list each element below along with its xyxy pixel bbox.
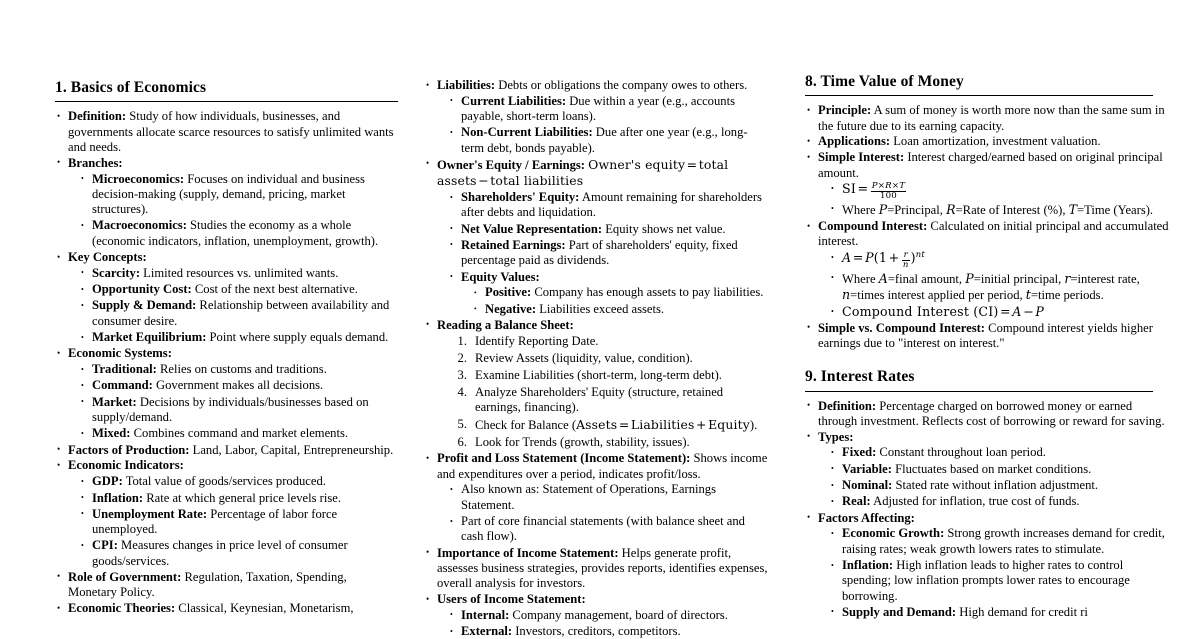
sublist-users-income-statement bbox=[437, 608, 770, 639]
item-lead: Non-Current Liabilities: bbox=[461, 125, 593, 140]
item-lead: Net Value Representation: bbox=[461, 221, 603, 236]
item-text: Stated rate without inflation adjustment. bbox=[892, 478, 1099, 493]
item-lead: Types: bbox=[818, 429, 854, 444]
item-lead: Current Liabilities: bbox=[461, 93, 567, 108]
list-item bbox=[805, 511, 1171, 621]
list-item bbox=[829, 202, 1171, 218]
list-item bbox=[472, 302, 770, 317]
item-lead: Economic Growth: bbox=[842, 526, 945, 541]
list-item bbox=[448, 482, 770, 513]
sublist-profit-loss bbox=[437, 482, 770, 544]
list-item: Identify Reporting Date. bbox=[475, 334, 599, 349]
item-lead: Definition: bbox=[818, 398, 877, 413]
list-item bbox=[829, 558, 1171, 604]
sublist-economic-systems bbox=[68, 362, 396, 441]
sublist-interest-rate-types bbox=[818, 445, 1171, 509]
list-item bbox=[448, 190, 770, 221]
list-item bbox=[424, 451, 770, 544]
item-lead: Role of Government: bbox=[68, 569, 182, 584]
sublist-equity-values bbox=[461, 285, 770, 317]
sublist-key-concepts bbox=[68, 266, 396, 345]
item-lead: Shareholders' Equity: bbox=[461, 190, 580, 205]
item-lead: Factors of Production: bbox=[68, 442, 190, 457]
list-section-8 bbox=[805, 103, 1171, 351]
list-item bbox=[829, 304, 1171, 319]
symbol-desc: =Time (Years). bbox=[1077, 202, 1154, 217]
item-lead: Positive: bbox=[485, 285, 532, 300]
fraction-denominator: 100 bbox=[871, 191, 906, 201]
item-text: Part of core financial statements (with balance sheet and cash flow). bbox=[461, 514, 745, 544]
item-text: Percentage charged on borrowed money or earned through investment. Reflects cost of borrowing or reward for saving. bbox=[818, 398, 1165, 428]
list-item bbox=[805, 103, 1171, 134]
list-item bbox=[79, 378, 396, 393]
list-item bbox=[55, 458, 396, 569]
list-item: Look for Trends (growth, stability, issues). bbox=[475, 434, 690, 449]
item-text: Studies the economy as a whole (economic indicators, inflation, unemployment, growth). bbox=[92, 218, 379, 248]
item-lead: Economic Indicators: bbox=[68, 458, 184, 473]
item-lead: Internal: bbox=[461, 607, 510, 622]
list-item bbox=[805, 150, 1171, 218]
compound-interest-ci-formula bbox=[842, 304, 1171, 319]
item-text: Focuses on individual and business decision-making (supply, demand, pricing, market structures). bbox=[92, 171, 365, 217]
list-item bbox=[79, 266, 396, 281]
symbol-desc: =Rate of Interest (%), bbox=[955, 202, 1069, 217]
list-item bbox=[829, 605, 1171, 620]
list-item bbox=[829, 526, 1171, 557]
list-item bbox=[829, 478, 1171, 493]
item-text: Due after one year (e.g., long-term debt, bonds payable). bbox=[461, 125, 748, 155]
item-lead: Negative: bbox=[485, 301, 537, 316]
formula-equals: = bbox=[857, 181, 869, 197]
item-lead: Factors Affecting: bbox=[818, 510, 915, 525]
item-text: Equity shows net value. bbox=[602, 221, 726, 236]
list-item bbox=[805, 134, 1171, 149]
item-lead: CPI: bbox=[92, 538, 118, 553]
item-text: Government makes all decisions. bbox=[152, 378, 324, 393]
symbol-t: t bbox=[1025, 287, 1031, 303]
item-lead: Economic Systems: bbox=[68, 346, 172, 361]
list-item bbox=[829, 462, 1171, 477]
item-text: Calculated on initial principal and accumulated interest. bbox=[818, 219, 1169, 249]
item-lead: Liabilities: bbox=[437, 78, 496, 92]
list-item bbox=[79, 507, 396, 538]
list-item bbox=[805, 321, 1171, 352]
item-text: Liabilities exceed assets. bbox=[536, 301, 665, 316]
list-item bbox=[448, 125, 770, 156]
list-item bbox=[805, 219, 1171, 319]
list-item bbox=[424, 318, 770, 450]
item-text: Helps generate profit, assesses business strategies, provides reports, identifies expenses, overall analysis for investors. bbox=[437, 545, 768, 591]
formula-minus: − bbox=[1023, 304, 1034, 320]
symbol-A: A bbox=[878, 270, 888, 286]
item-text: High inflation leads to higher rates to control spending; low inflation prompts lower rates to encourage borrowing. bbox=[842, 558, 1130, 603]
item-text: Shows income and expenditures over a period, indicates profit/loss. bbox=[437, 451, 768, 481]
item-text: Fluctuates based on market conditions. bbox=[891, 461, 1092, 476]
item-lead: Command: bbox=[92, 378, 153, 393]
symbol-A: A bbox=[842, 250, 852, 266]
item-lead: Real: bbox=[842, 494, 871, 509]
formula-exponent: nt bbox=[915, 249, 925, 260]
item-text: Decisions by individuals/businesses based on supply/demand. bbox=[92, 394, 369, 425]
item-text: Strong growth increases demand for credit, raising rates; weak growth lowers rates to stimulate. bbox=[842, 526, 1165, 556]
symbol-desc: =Principal, bbox=[887, 202, 947, 217]
item-text: Relies on customs and traditions. bbox=[156, 362, 327, 377]
symbol-P: P bbox=[1035, 304, 1045, 320]
symbol-R: R bbox=[946, 201, 956, 217]
item-text: Constant throughout loan period. bbox=[876, 445, 1046, 460]
where-prefix: Where bbox=[842, 271, 879, 286]
item-text: High demand for credit ri bbox=[956, 604, 1088, 619]
item-text: Company has enough assets to pay liabilities. bbox=[531, 285, 764, 300]
heading-rule-1 bbox=[55, 101, 398, 102]
item-text: Percentage of labor force unemployed. bbox=[92, 506, 338, 537]
item-lead: Microeconomics: bbox=[92, 171, 185, 186]
list-item bbox=[448, 94, 770, 125]
item-text: Investors, creditors, competitors. bbox=[512, 624, 681, 639]
symbol-desc: =time periods. bbox=[1030, 288, 1104, 303]
list-item bbox=[79, 474, 396, 489]
list-item bbox=[449, 417, 770, 433]
list-item bbox=[79, 298, 396, 329]
item-text: Total value of goods/services produced. bbox=[122, 474, 326, 489]
list-item bbox=[448, 270, 770, 317]
list-item: Review Assets (liquidity, value, condition). bbox=[475, 351, 693, 366]
fraction-denominator: n bbox=[902, 259, 909, 270]
formula-part: total liabilities bbox=[490, 173, 584, 189]
item-text: Also known as: Statement of Operations, Earnings Statement. bbox=[461, 482, 716, 512]
item-text: A sum of money is worth more now than the same sum in the future due to its earning capacity. bbox=[818, 103, 1165, 133]
sublist-simple-interest bbox=[818, 181, 1171, 218]
item-text: Due within a year (e.g., accounts payable, short-term loans). bbox=[461, 93, 735, 124]
fraction-numerator: P×R×T bbox=[871, 180, 906, 191]
item-lead: Profit and Loss Statement (Income Statement): bbox=[437, 451, 691, 466]
formula-label: Compound Interest (CI) bbox=[842, 304, 999, 320]
symbol-desc: =times interest applied per period, bbox=[850, 288, 1026, 303]
balance-equation-suffix: ). bbox=[749, 417, 758, 432]
item-lead: Simple Interest: bbox=[818, 150, 905, 165]
formula-open-paren: (1 bbox=[873, 250, 888, 266]
item-lead: Macroeconomics: bbox=[92, 218, 187, 233]
formula-part: Assets bbox=[576, 416, 618, 432]
symbol-desc: =final amount, bbox=[887, 271, 966, 286]
list-item bbox=[829, 271, 1171, 304]
column-time-value-interest-rates bbox=[770, 0, 1191, 626]
item-lead: Market: bbox=[92, 394, 137, 409]
item-lead: Traditional: bbox=[92, 362, 157, 377]
list-item bbox=[424, 157, 770, 317]
numbered-list-reading-balance-sheet bbox=[437, 334, 770, 450]
fraction bbox=[902, 251, 910, 270]
item-lead: Market Equilibrium: bbox=[92, 330, 207, 345]
item-lead: Nominal: bbox=[842, 478, 893, 493]
formula-equals: = bbox=[686, 156, 698, 172]
symbol-n: n bbox=[842, 287, 851, 303]
page-title-section-9: 9. Interest Rates bbox=[805, 368, 915, 386]
item-lead: Simple vs. Compound Interest: bbox=[818, 320, 986, 335]
list-item bbox=[55, 570, 396, 601]
item-lead: External: bbox=[461, 624, 513, 639]
item-text: Cost of the next best alternative. bbox=[191, 282, 358, 297]
page-title-section-8: 8. Time Value of Money bbox=[805, 73, 964, 90]
list-item bbox=[55, 250, 396, 345]
sublist-liabilities bbox=[437, 94, 770, 156]
list-item bbox=[79, 538, 396, 569]
item-text: Measures changes in price level of consumer goods/services. bbox=[92, 538, 348, 568]
list-item bbox=[448, 238, 770, 269]
list-item: Analyze Shareholders' Equity (structure, retained earnings, financing). bbox=[475, 384, 724, 414]
formula-equals: = bbox=[618, 416, 630, 432]
list-item bbox=[79, 395, 396, 426]
item-lead: Supply & Demand: bbox=[92, 298, 197, 313]
list-item bbox=[805, 430, 1171, 510]
list-item bbox=[829, 250, 1171, 269]
item-lead: Supply and Demand: bbox=[842, 604, 957, 619]
compound-interest-formula bbox=[842, 250, 1171, 269]
item-lead: Fixed: bbox=[842, 445, 877, 460]
item-lead: Definition: bbox=[68, 109, 127, 124]
item-text: Point where supply equals demand. bbox=[206, 330, 389, 345]
column-basics-of-economics bbox=[0, 0, 396, 626]
item-lead: Mixed: bbox=[92, 426, 131, 441]
list-item bbox=[424, 546, 770, 592]
item-lead: Importance of Income Statement: bbox=[437, 545, 619, 560]
item-text: Debts or obligations the company owes to others. bbox=[495, 78, 748, 92]
formula-label: SI bbox=[842, 181, 857, 197]
item-lead: Principle: bbox=[818, 103, 872, 118]
formula-part: Equity bbox=[708, 416, 750, 432]
item-lead: Inflation: bbox=[92, 490, 144, 505]
sublist-compound-interest bbox=[818, 250, 1171, 319]
sublist-factors-affecting bbox=[818, 526, 1171, 620]
list-item bbox=[472, 285, 770, 300]
formula-close-paren: ) bbox=[910, 250, 916, 266]
list-item bbox=[829, 445, 1171, 460]
fraction bbox=[871, 182, 906, 201]
fraction-numerator: r bbox=[903, 249, 908, 260]
list-item bbox=[79, 362, 396, 377]
symbol-r: r bbox=[1064, 270, 1071, 286]
list-item bbox=[79, 172, 396, 218]
item-lead: Opportunity Cost: bbox=[92, 282, 192, 297]
item-text: Adjusted for inflation, true cost of funds. bbox=[870, 494, 1080, 509]
item-lead: Inflation: bbox=[842, 558, 894, 573]
item-lead: Users of Income Statement: bbox=[437, 592, 586, 606]
list-item bbox=[424, 78, 770, 156]
list-item bbox=[829, 494, 1171, 509]
list-item bbox=[55, 156, 396, 249]
item-text: Limited resources vs. unlimited wants. bbox=[140, 265, 339, 280]
formula-plus: + bbox=[888, 250, 900, 266]
list-item bbox=[448, 222, 770, 237]
sublist-branches bbox=[68, 172, 396, 249]
formula-part: Liabilities bbox=[630, 416, 695, 432]
item-lead: Compound Interest: bbox=[818, 219, 928, 234]
list-item bbox=[55, 443, 396, 458]
item-text: Study of how individuals, businesses, and governments allocate scarce resources to satisfy unlimited wants and needs. bbox=[68, 109, 394, 154]
formula-equals: = bbox=[1000, 304, 1011, 320]
symbol-T: T bbox=[1068, 201, 1078, 217]
balance-equation bbox=[576, 417, 750, 432]
symbol-P: P bbox=[878, 201, 888, 217]
item-lead: Owner's Equity / Earnings: bbox=[437, 157, 586, 172]
item-text: Regulation, Taxation, Spending, Monetary Policy. bbox=[68, 569, 347, 600]
item-lead: GDP: bbox=[92, 474, 123, 489]
heading-rule-9 bbox=[805, 391, 1153, 392]
item-lead: Reading a Balance Sheet: bbox=[437, 317, 574, 332]
list-item bbox=[448, 624, 770, 639]
symbol-P: P bbox=[865, 250, 874, 266]
item-text: Land, Labor, Capital, Entrepreneurship. bbox=[189, 442, 394, 457]
formula-plus: + bbox=[696, 416, 707, 432]
column-balance-sheet-income-statement bbox=[396, 0, 770, 639]
item-lead: Equity Values: bbox=[461, 269, 540, 284]
item-lead: Key Concepts: bbox=[68, 250, 147, 265]
item-text: Combines command and market elements. bbox=[130, 426, 349, 441]
list-section-2 bbox=[424, 78, 770, 639]
balance-equation-prefix: Check for Balance ( bbox=[475, 417, 577, 432]
sublist-economic-indicators bbox=[68, 474, 396, 569]
list-section-9 bbox=[805, 399, 1171, 621]
list-item bbox=[79, 426, 396, 441]
item-text: Part of shareholders' equity, fixed percentage paid as dividends. bbox=[461, 237, 738, 268]
list-item bbox=[448, 514, 770, 545]
item-text: Relationship between availability and consumer desire. bbox=[92, 298, 390, 328]
item-text: Rate at which general price levels rise. bbox=[143, 490, 342, 505]
item-lead: Retained Earnings: bbox=[461, 237, 566, 252]
list-item bbox=[55, 109, 396, 155]
list-item bbox=[55, 346, 396, 441]
simple-interest-formula bbox=[842, 181, 1171, 200]
item-text: Loan amortization, investment valuation. bbox=[890, 134, 1101, 149]
item-lead: Applications: bbox=[818, 134, 891, 149]
symbol-A: A bbox=[1012, 304, 1022, 320]
heading-rule-8 bbox=[805, 95, 1153, 96]
page-title-section-1: 1. Basics of Economics bbox=[55, 79, 207, 96]
list-item bbox=[79, 330, 396, 345]
list-item bbox=[55, 601, 396, 616]
item-text: Compound interest yields higher earnings due to "interest on interest." bbox=[818, 320, 1153, 350]
symbol-P: P bbox=[965, 270, 974, 286]
list-item: Examine Liabilities (short-term, long-term debt). bbox=[475, 367, 722, 382]
item-text: Company management, board of directors. bbox=[509, 607, 728, 622]
item-text: Amount remaining for shareholders after debts and liquidation. bbox=[461, 190, 762, 220]
where-prefix: Where bbox=[842, 202, 879, 217]
formula-minus: − bbox=[478, 173, 489, 189]
item-lead: Scarcity: bbox=[92, 265, 141, 280]
item-text: Classical, Keynesian, Monetarism, bbox=[175, 601, 354, 616]
list-item bbox=[79, 282, 396, 297]
symbol-desc: =initial principal, bbox=[973, 271, 1065, 286]
list-item bbox=[79, 218, 396, 249]
list-item bbox=[829, 181, 1171, 200]
formula-equals: = bbox=[852, 250, 864, 266]
symbol-desc: =interest rate, bbox=[1070, 271, 1140, 286]
item-lead: Variable: bbox=[842, 461, 892, 476]
item-lead: Economic Theories: bbox=[68, 601, 176, 616]
item-lead: Branches: bbox=[68, 155, 123, 170]
list-item bbox=[79, 491, 396, 506]
item-lead: Unemployment Rate: bbox=[92, 506, 208, 521]
list-item bbox=[424, 592, 770, 639]
sublist-owners-equity bbox=[437, 190, 770, 317]
list-item bbox=[805, 399, 1171, 430]
item-text: Interest charged/earned based on original principal amount. bbox=[818, 150, 1163, 180]
list-section-1 bbox=[55, 109, 396, 616]
list-item bbox=[448, 608, 770, 623]
formula-part: total assets bbox=[437, 156, 729, 189]
formula-part: Owner's equity bbox=[588, 156, 686, 172]
